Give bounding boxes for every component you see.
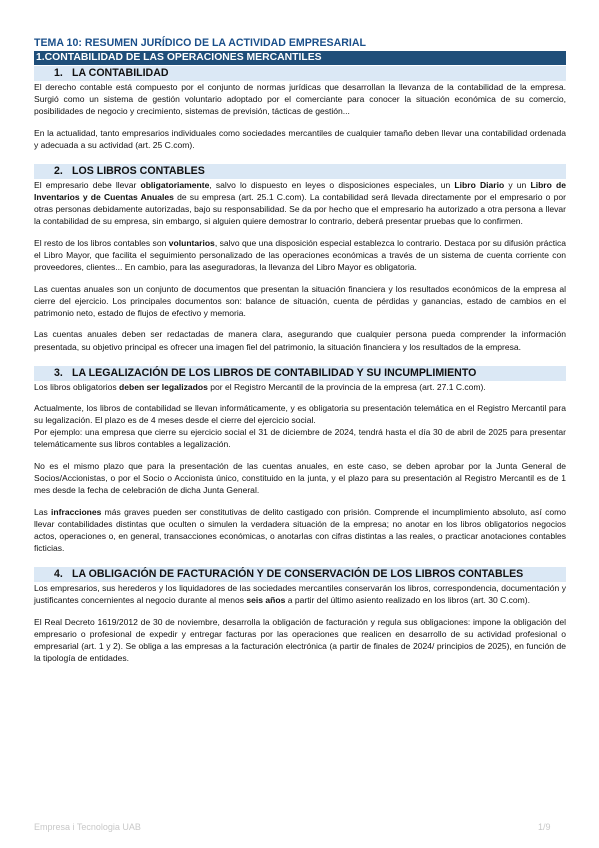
- paragraph: El derecho contable está compuesto por el conjunto de normas jurídicas que desarrollan la llevanza de la contabilidad de la empresa. Surgió como un sistema de gestión voluntario adoptado por el comerciante para conocer la situación económica de su comercio, posibilidades de negocio y crecimiento, sistemas de previsión, tácticas de gestión...: [34, 82, 566, 117]
- paragraph: Los libros obligatorios deben ser legalizados por el Registro Mercantil de la provincia de la empresa (art. 27.1 C.com).: [34, 381, 486, 392]
- section-number: 2.: [54, 164, 63, 177]
- section-title: LOS LIBROS CONTABLES: [72, 164, 205, 177]
- section-heading-3: [34, 366, 566, 381]
- paragraph: El Real Decreto 1619/2012 de 30 de noviembre, desarrolla la obligación de facturación y regula sus obligaciones: impone la obligación del empresario o profesional de expedir y entregar facturas por las operaciones que realicen en desarrollo de su actividad profesional o empresarial (art. 1 y 2). Se obliga a las empresas a la facturación electrónica (a partir de finales de 2024/ principios de 2025), en función de la tipología de entidades.: [34, 616, 566, 664]
- paragraph: Actualmente, los libros de contabilidad se llevan informáticamente, y es obligatoria su presentación telemática en el Registro Mercantil para su legalización. El plazo es de 4 meses desde el cierre del ejercicio social.: [34, 403, 566, 426]
- paragraph: El empresario debe llevar obligatoriamente, salvo lo dispuesto en leyes o disposiciones especiales, un Libro Diario y un Libro de Inventarios y de Cuentas Anuales de su empresa (art. 25.1 C.com). La contabilidad será llevada directamente por el empresario o por otras personas debidamente autorizadas, bajo su responsabilidad. Se da por hecho que el empresario ha autorizado a otra persona a llevar la contabilidad de su empresa, sin embargo, si alguien quiere demostrar lo contrario, deberá presentar pruebas que lo confirmen.: [34, 179, 566, 227]
- part-heading: 1.CONTABILIDAD DE LAS OPERACIONES MERCANTILES: [34, 51, 566, 65]
- document-title: TEMA 10: RESUMEN JURÍDICO DE LA ACTIVIDAD EMPRESARIAL: [34, 37, 366, 49]
- section-heading-2: [34, 164, 566, 179]
- section-title: LA OBLIGACIÓN DE FACTURACIÓN Y DE CONSERVACIÓN DE LOS LIBROS CONTABLES: [72, 568, 524, 581]
- section-title: LA LEGALIZACIÓN DE LOS LIBROS DE CONTABILIDAD Y SU INCUMPLIMIENTO: [72, 366, 477, 379]
- footer-page-number: 1/9: [538, 822, 551, 832]
- paragraph: Las cuentas anuales deben ser redactadas de manera clara, asegurando que cualquier persona pueda comprender la información presentada, su objetivo principal es ofrecer una imagen fiel del patrimonio, la situación financiera y los resultados de la empresa.: [34, 329, 566, 352]
- section-title: LA CONTABILIDAD: [72, 67, 169, 79]
- document-page: [34, 36, 566, 664]
- section-heading-4: [34, 567, 566, 582]
- paragraph: No es el mismo plazo que para la presentación de las cuentas anuales, en este caso, se deben aprobar por la Junta General de Socios/Accionistas, o por el Socio o Accionista único, constituido en la junta, y el plazo para su presentación al Registro Mercantil es de 1 mes desde la fecha de celebración de dicha Junta General.: [34, 461, 566, 496]
- paragraph: En la actualidad, tanto empresarios individuales como sociedades mercantiles de cualquier tamaño deben llevar una contabilidad ordenada y adecuada a su actividad (art. 25 C.com).: [34, 127, 566, 150]
- section-number: 1.: [54, 67, 63, 79]
- paragraph: El resto de los libros contables son voluntarios, salvo que una disposición especial establezca lo contrario. Destaca por su difusión práctica el Libro Mayor, que facilita el seguimiento personalizado de las operaciones económicas a través de un sistema de cuenta corriente con proveedores, clientes... En cambio, para las aseguradoras, la llevanza del Libro Mayor es obligatoria.: [34, 237, 566, 273]
- footer-course: Empresa i Tecnologia UAB: [34, 822, 141, 832]
- paragraph: Por ejemplo: una empresa que cierre su ejercicio social el 31 de diciembre de 2024, tendrá hasta el día 30 de abril de 2025 para presentar telemáticamente sus libros contables a legalización.: [34, 427, 566, 450]
- section-number: 4.: [54, 568, 63, 581]
- section-number: 3.: [54, 366, 63, 379]
- section-heading-1: [34, 66, 566, 81]
- paragraph: Los empresarios, sus herederos y los liquidadores de las sociedades mercantiles conservarán los libros, correspondencia, documentación y justificantes concernientes al negocio durante al menos seis años a partir del último asiento realizado en los libros (art. 30 C.com).: [34, 583, 566, 606]
- paragraph: Las infracciones más graves pueden ser constitutivas de delito castigado con prisión. Comprende el incumplimiento absoluto, así como llevar contabilidades distintas que oculten o simulen la verdadera situación de la empresa; no anotar en los libros obligatorios negocios actos, operaciones o, en general, transacciones económicas, o anotarlas con cifras distintas a las reales, o practicar anotaciones contables ficticias.: [34, 506, 566, 554]
- paragraph: Las cuentas anuales son un conjunto de documentos que presentan la situación financiera y los resultados económicos de la empresa al cierre del ejercicio. Los principales documentos son: balance de situación, cuenta de pérdidas y ganancias, estado de cambios en el patrimonio neto, estado de flujos de efectivo y memoria.: [34, 283, 566, 318]
